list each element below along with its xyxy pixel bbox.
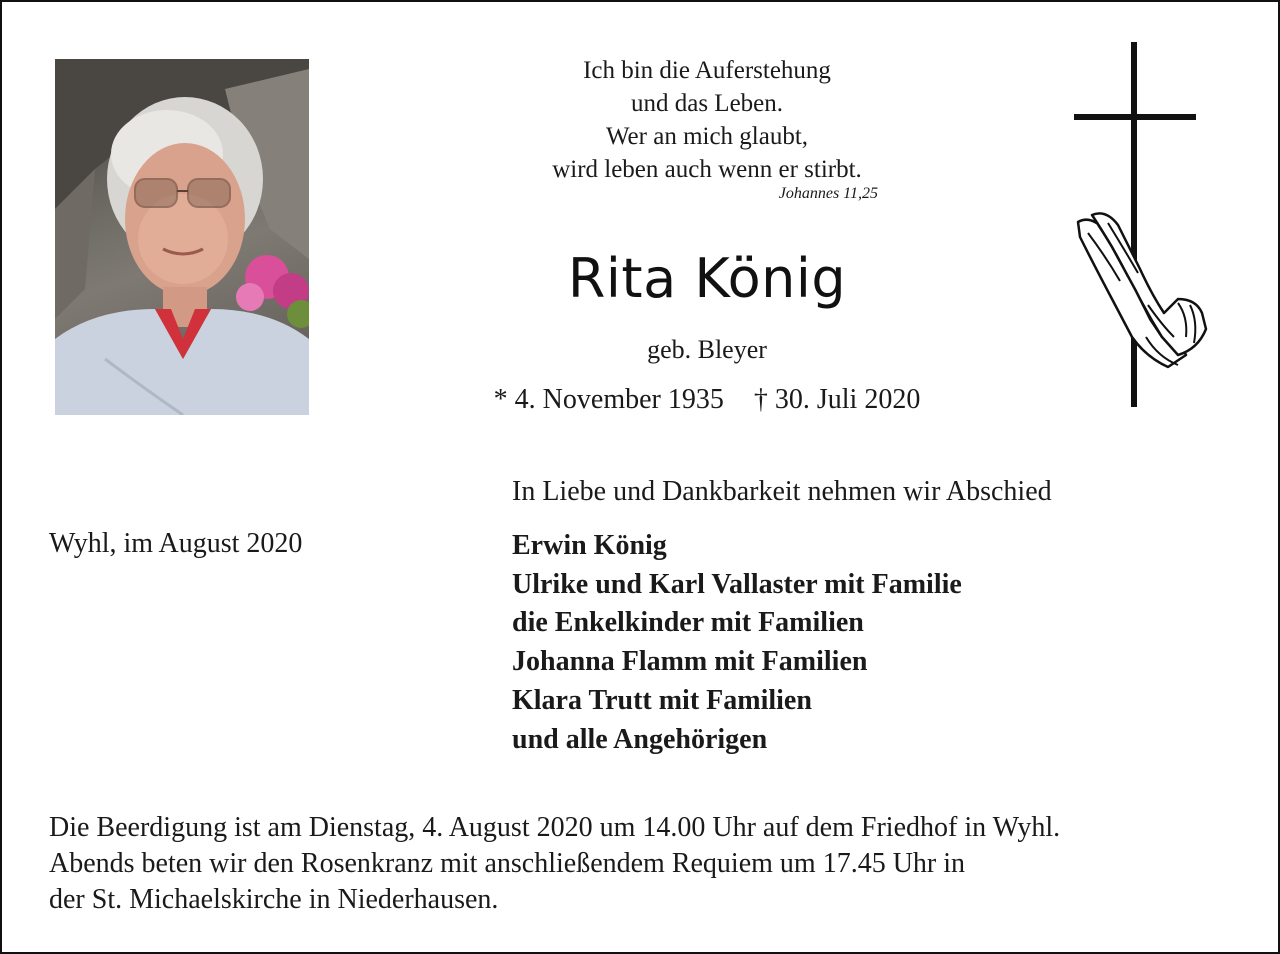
mourner-entry: und alle Angehörigen	[512, 723, 768, 755]
mourner-entry: Klara Trutt mit Familien	[512, 684, 812, 716]
death-date: † 30. Juli 2020	[753, 384, 921, 415]
verse-line: Wer an mich glaubt,	[605, 123, 809, 150]
funeral-notice-line: der St. Michaelskirche in Niederhausen.	[49, 884, 499, 915]
mourner-entry: die Enkelkinder mit Familien	[512, 607, 864, 639]
verse-line: Ich bin die Auferstehung	[583, 57, 831, 84]
place-date: Wyhl, im August 2020	[49, 528, 303, 559]
funeral-notice-line: Abends beten wir den Rosenkranz mit anschließendem Requiem um 17.45 Uhr in	[49, 848, 966, 879]
mourner-entry: Ulrike und Karl Vallaster mit Familie	[512, 568, 962, 600]
life-dates	[452, 384, 962, 416]
maiden-name: geb. Bleyer	[647, 335, 767, 364]
mourner-entry: Erwin König	[512, 530, 667, 561]
verse-line: wird leben auch wenn er stirbt.	[552, 156, 862, 183]
funeral-notice	[49, 810, 1249, 918]
portrait-photo	[55, 59, 309, 415]
deceased-name: Rita König	[567, 247, 847, 310]
farewell-line: In Liebe und Dankbarkeit nehmen wir Abschied	[512, 476, 1052, 507]
verse-reference: Johannes 11,25	[778, 185, 878, 202]
cross-with-praying-hands-icon	[1028, 37, 1252, 442]
birth-date: * 4. November 1935	[493, 384, 724, 415]
verse-line: und das Leben.	[630, 90, 784, 117]
mourners-list	[512, 527, 962, 759]
bible-verse	[482, 54, 932, 186]
funeral-notice-line: Die Beerdigung ist am Dienstag, 4. August 2020 um 14.00 Uhr auf dem Friedhof in Wyhl.	[49, 812, 1061, 843]
mourner-entry: Johanna Flamm mit Familien	[512, 646, 868, 678]
